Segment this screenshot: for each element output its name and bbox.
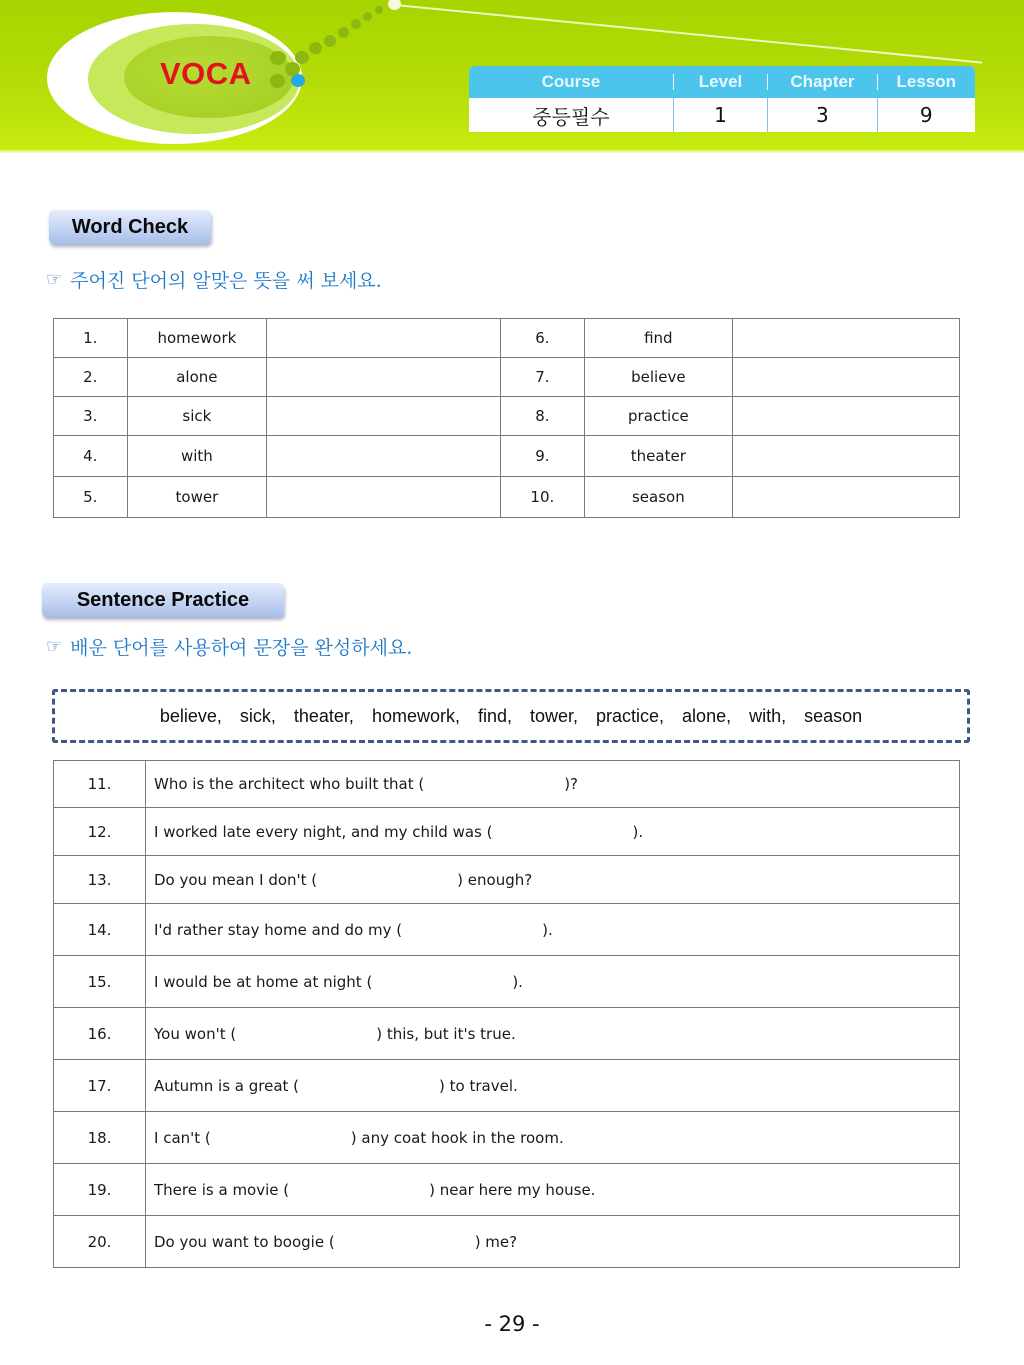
- word-bank-text: believe, sick, theater, homework, find, tower, practice, alone, with, season: [159, 705, 863, 726]
- sentence-text: [146, 904, 960, 956]
- word-term: sick: [127, 397, 267, 436]
- word-bank-box: [52, 689, 970, 743]
- decorative-line: [395, 4, 982, 64]
- sentence-number: 13.: [54, 856, 146, 904]
- sentence-practice-title: Sentence Practice: [42, 583, 284, 617]
- sentence-row: [54, 1060, 960, 1112]
- sentence-practice-instruction: [46, 633, 412, 660]
- word-term: practice: [585, 397, 732, 436]
- pointing-hand-icon: ☞: [46, 269, 63, 290]
- decorative-dot-white: [388, 0, 401, 10]
- word-check-table: [53, 318, 960, 518]
- sentence-after-blank: ) me?: [474, 1232, 518, 1251]
- course-info-values: [469, 98, 975, 132]
- sentence-before-blank: There is a movie (: [154, 1180, 290, 1199]
- word-check-instruction: [46, 266, 382, 293]
- word-term: believe: [585, 358, 732, 397]
- page-number: - 29 -: [484, 1312, 540, 1336]
- sentence-text: [146, 1164, 960, 1216]
- sentence-after-blank: ) to travel.: [439, 1076, 518, 1095]
- sentence-after-blank: ).: [632, 822, 644, 841]
- sentence-before-blank: Autumn is a great (: [154, 1076, 300, 1095]
- sentence-text: [146, 1060, 960, 1112]
- sentence-row: [54, 1112, 960, 1164]
- word-row: [54, 436, 960, 477]
- meaning-answer-cell[interactable]: [732, 397, 959, 436]
- word-number: 5.: [54, 477, 128, 518]
- lesson-header: Lesson: [896, 72, 957, 91]
- decorative-dot: [351, 19, 361, 29]
- course-value: 중등필수: [532, 104, 610, 129]
- word-row: [54, 319, 960, 358]
- decorative-dot: [295, 51, 309, 64]
- word-term: theater: [585, 436, 732, 477]
- sentence-before-blank: I worked late every night, and my child was (: [154, 822, 493, 841]
- sentence-after-blank: ).: [512, 972, 523, 991]
- word-number: 1.: [54, 319, 128, 358]
- sentence-number: 16.: [54, 1008, 146, 1060]
- voca-logo: VOCA: [160, 56, 252, 91]
- word-term: alone: [127, 358, 267, 397]
- sentence-before-blank: I can't (: [154, 1128, 211, 1147]
- sentence-text: [146, 1216, 960, 1268]
- level-header: Level: [698, 72, 743, 91]
- word-number: 7.: [500, 358, 585, 397]
- decorative-dot: [338, 27, 349, 38]
- sentence-number: 15.: [54, 956, 146, 1008]
- sentence-number: 19.: [54, 1164, 146, 1216]
- word-number: 2.: [54, 358, 128, 397]
- sentence-after-blank: ) enough?: [457, 870, 533, 889]
- word-row: [54, 358, 960, 397]
- level-value: 1: [673, 98, 767, 132]
- sentence-after-blank: ) near here my house.: [429, 1180, 596, 1199]
- word-number: 6.: [500, 319, 585, 358]
- sentence-number: 20.: [54, 1216, 146, 1268]
- chapter-value: 3: [767, 98, 876, 132]
- instruction-text: 주어진 단어의 알맞은 뜻을 써 보세요.: [70, 270, 382, 292]
- word-term: season: [585, 477, 732, 518]
- sentence-number: 17.: [54, 1060, 146, 1112]
- sentence-row: [54, 1216, 960, 1268]
- chapter-header: Chapter: [790, 72, 855, 91]
- decorative-dot: [363, 12, 372, 21]
- course-header: Course: [541, 72, 601, 91]
- pointing-hand-icon: ☞: [46, 636, 63, 657]
- course-info-table: [469, 66, 975, 134]
- instruction-text: 배운 단어를 사용하여 문장을 완성하세요.: [70, 637, 413, 659]
- word-row: [54, 477, 960, 518]
- meaning-answer-cell[interactable]: [267, 477, 500, 518]
- header-banner: [0, 0, 1024, 152]
- word-number: 10.: [500, 477, 585, 518]
- sentence-after-blank: )?: [564, 775, 579, 793]
- sentence-before-blank: I'd rather stay home and do my (: [154, 920, 403, 939]
- meaning-answer-cell[interactable]: [732, 358, 959, 397]
- sentence-text: [146, 1008, 960, 1060]
- sentence-row: [54, 1164, 960, 1216]
- sentence-row: [54, 956, 960, 1008]
- sentence-row: [54, 1008, 960, 1060]
- sentence-text: [146, 761, 960, 808]
- sentence-practice-table: [53, 760, 960, 1268]
- sentence-before-blank: Do you mean I don't (: [154, 870, 318, 889]
- sentence-before-blank: You won't (: [154, 1024, 237, 1043]
- word-term: find: [585, 319, 732, 358]
- sentence-row: [54, 808, 960, 856]
- sentence-row: [54, 761, 960, 808]
- sentence-after-blank: ) this, but it's true.: [376, 1024, 516, 1043]
- sentence-text: [146, 856, 960, 904]
- meaning-answer-cell[interactable]: [267, 319, 500, 358]
- meaning-answer-cell[interactable]: [267, 436, 500, 477]
- meaning-answer-cell[interactable]: [732, 436, 959, 477]
- word-term: tower: [127, 477, 267, 518]
- sentence-number: 18.: [54, 1112, 146, 1164]
- sentence-row: [54, 856, 960, 904]
- word-number: 4.: [54, 436, 128, 477]
- sentence-text: [146, 956, 960, 1008]
- meaning-answer-cell[interactable]: [267, 397, 500, 436]
- sentence-text: [146, 808, 960, 856]
- meaning-answer-cell[interactable]: [732, 319, 959, 358]
- decorative-dot: [324, 35, 336, 47]
- banner-divider: [0, 150, 1024, 153]
- decorative-dot: [270, 74, 285, 88]
- sentence-before-blank: Do you want to boogie (: [154, 1232, 335, 1251]
- course-info-header: [469, 66, 975, 98]
- sentence-before-blank: Who is the architect who built that (: [154, 775, 425, 793]
- word-number: 3.: [54, 397, 128, 436]
- sentence-before-blank: I would be at home at night (: [154, 972, 373, 991]
- word-number: 8.: [500, 397, 585, 436]
- sentence-row: [54, 904, 960, 956]
- word-row: [54, 397, 960, 436]
- sentence-number: 12.: [54, 808, 146, 856]
- word-term: homework: [127, 319, 267, 358]
- decorative-dot-blue: [291, 74, 305, 87]
- meaning-answer-cell[interactable]: [732, 477, 959, 518]
- decorative-dot: [309, 42, 322, 54]
- sentence-text: [146, 1112, 960, 1164]
- word-number: 9.: [500, 436, 585, 477]
- decorative-dot: [270, 51, 286, 65]
- sentence-after-blank: ).: [542, 920, 553, 939]
- decorative-dot: [375, 6, 383, 14]
- sentence-after-blank: ) any coat hook in the room.: [350, 1128, 564, 1147]
- word-check-title: Word Check: [49, 210, 211, 244]
- lesson-value: 9: [877, 98, 975, 132]
- sentence-number: 11.: [54, 761, 146, 808]
- meaning-answer-cell[interactable]: [267, 358, 500, 397]
- sentence-number: 14.: [54, 904, 146, 956]
- word-term: with: [127, 436, 267, 477]
